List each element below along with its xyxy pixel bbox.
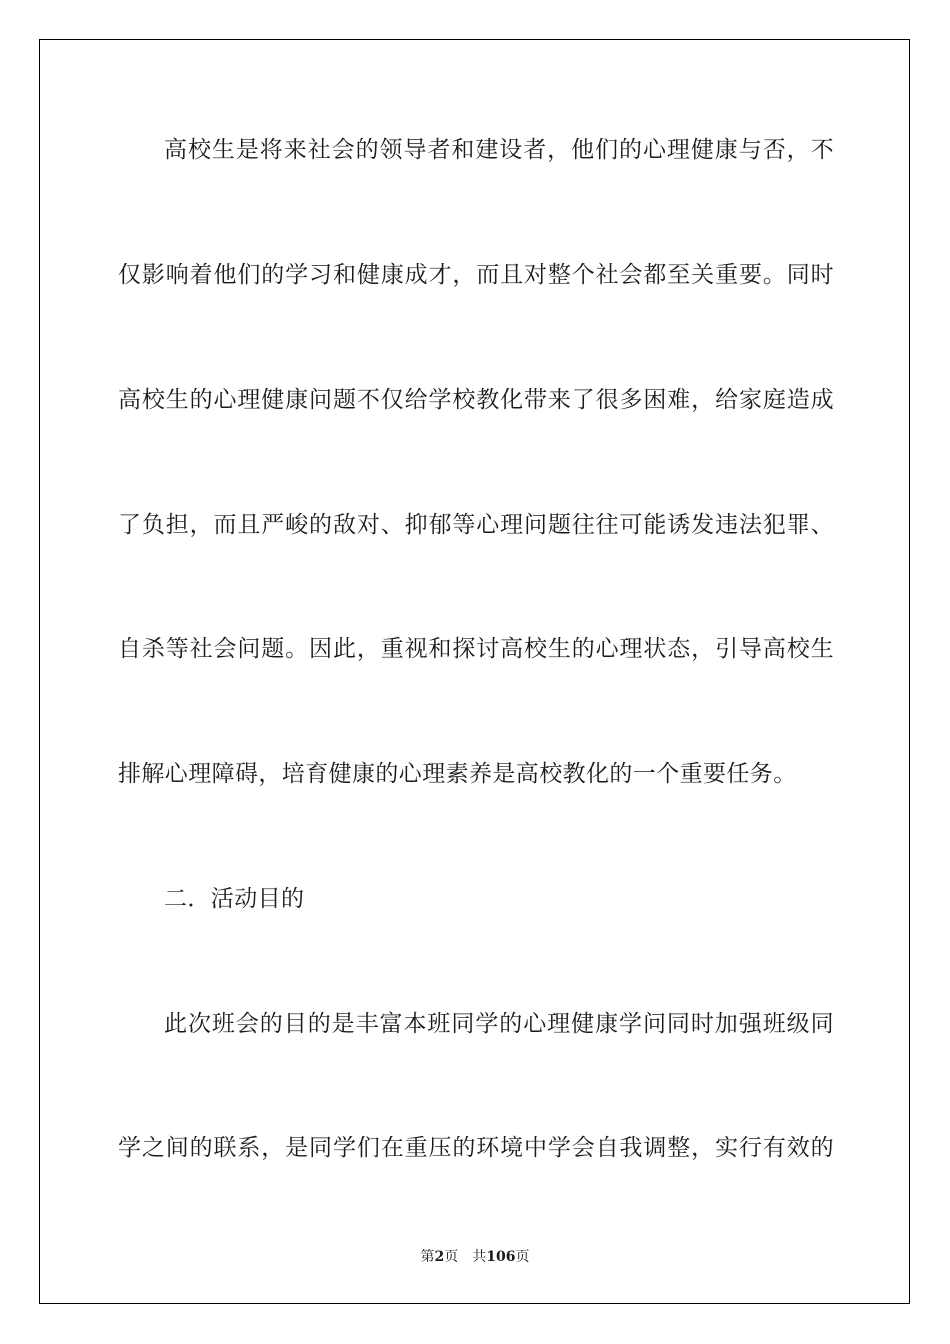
- page-border: [39, 39, 910, 1304]
- page-suffix: 页: [444, 1249, 459, 1265]
- paragraph-line: 高校生是将来社会的领导者和建设者，他们的心理健康与否，不: [164, 137, 834, 163]
- page-footer: [0, 1248, 950, 1266]
- section-heading: 二．活动目的: [164, 886, 305, 912]
- paragraph-line: 了负担，而且严峻的敌对、抑郁等心理问题往往可能诱发违法犯罪、: [118, 512, 834, 538]
- paragraph-line: 此次班会的目的是丰富本班同学的心理健康学问同时加强班级同: [164, 1011, 834, 1037]
- page-prefix: 第: [420, 1249, 435, 1265]
- paragraph-line: 仅影响着他们的学习和健康成才，而且对整个社会都至关重要。同时: [118, 262, 834, 288]
- paragraph-line: 高校生的心理健康问题不仅给学校教化带来了很多困难，给家庭造成: [118, 387, 834, 413]
- total-suffix: 页: [515, 1249, 530, 1265]
- paragraph-line: 学之间的联系，是同学们在重压的环境中学会自我调整，实行有效的: [118, 1135, 834, 1161]
- total-prefix: 共: [472, 1249, 487, 1265]
- page-number: 2: [434, 1249, 445, 1265]
- paragraph-line: 自杀等社会问题。因此，重视和探讨高校生的心理状态，引导高校生: [118, 636, 834, 662]
- paragraph-line: 排解心理障碍，培育健康的心理素养是高校教化的一个重要任务。: [118, 761, 797, 787]
- total-pages: 106: [486, 1249, 516, 1265]
